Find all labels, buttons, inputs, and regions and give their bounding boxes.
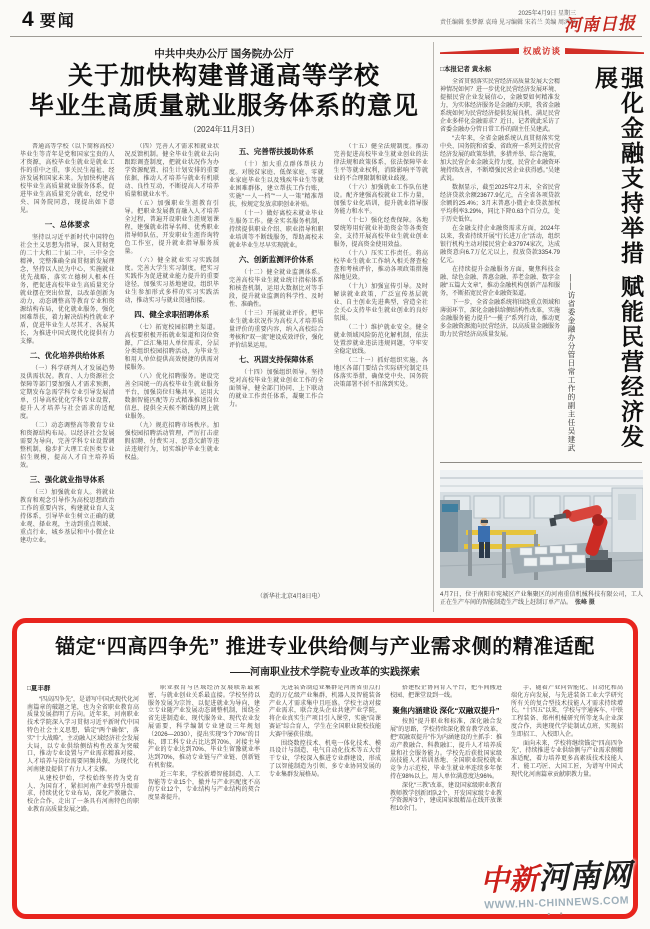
main-article [20, 42, 428, 612]
paragraph: “四高四争先”，是谱写中国式现代化河南篇章的破题之笔，也为全省职业教育高质量发展指明了方向。近年来，河南职业技术学院深入学习贯彻习近平新时代中国特色社会主义思想，锚定“两个确保”，落实“十大战略”，主动融入区域经济社会发展大局，以专业供给侧结构性改革为突破口，推动专业设置与产业需求精准对接、人才培养与岗位需要同频共振，为现代化河南建设提供了有力人才支撑。 [27, 696, 139, 773]
paragraph: （二）动态调整高等教育专业和资源结构布局。以经济社会发展需要为导向，完善学科专业设置调整机制，稳步扩大理工农医类专业招生规模，提高人才自主培养质效。 [20, 423, 115, 469]
paragraph: （四）完善人才需求和就业状况反馈机制。健全毕业生就业去向跟踪调查制度，把就业状况作为办学资源配置、招生计划安排的重要依据，推动人才培养与就业有机联动、良性互动，不断提高人才培养质量和就业水平。 [124, 144, 219, 198]
watermark-brand-red: 中新 [479, 861, 539, 898]
paragraph: 从建校伊始，学校始终坚持为党育人、为国育才，紧扣河南产业转型升级需求，持续优化专业布局，深化产教融合、校企合作，走出了一条具有河南特色的职业教育高质量发展之路。 [27, 775, 139, 813]
feature-column-2 [148, 685, 260, 913]
section-heading: 聚焦内涵建设 深化“双融双提升” [392, 705, 500, 715]
article-title-line2: 毕业生高质量就业服务体系的意见 [28, 92, 419, 120]
section-heading: 三、强化就业指导体系 [29, 475, 105, 484]
paragraph: （二十）维护就业安全。健全就业领域风险防范化解机制，依法处置涉就业违法违规问题，守牢安全稳定底线。 [333, 325, 428, 355]
paragraph: 下一步，全省金融系统将围绕重点领域和薄弱环节，深化金融供给侧结构性改革，实施金融服务能力提升“一揽子”系列行动，推动更多金融资源流向民营经济，以高质量金融服务助力民营经济高质量发展。 [440, 300, 560, 338]
photo-credit: 张峰 摄 [575, 600, 595, 606]
site-watermark [465, 849, 647, 920]
column-divider [433, 42, 434, 612]
paragraph: 搭建校企协同育人平台，把车间搬进校园、把课堂设到一线。 [390, 685, 502, 699]
paragraph: （九）规范招聘市场秩序。加强校园招聘活动管理，严厉打击虚假招聘、付费实习、恶意欠薪等违法违规行为，切实维护毕业生就业权益。 [124, 423, 219, 461]
paragraph: （十九）加强宣传引导。及时解读就业政策，广泛宣传基层就业、自主创业先进典型，营造全社会关心支持毕业生就业创业的良好氛围。 [333, 284, 428, 322]
watermark-brand-black: 河南网 [537, 857, 632, 897]
paragraph: （十一）做好离校未就业毕业生服务工作。健全实名服务机制，持续提供职业介绍、职业指导和职业培训等不断线服务，帮助离校未就业毕业生尽早实现就业。 [229, 211, 324, 249]
paragraph: （六）健全就业实习实践制度。完善大学生实习制度，把实习实践作为促进就业能力提升的重要途径，加强实习基地建设，组织毕业生参加形式多样的实习实践活动，推动实习与就业贯通衔接。 [124, 258, 219, 304]
article-dateline: （2024年11月3日） [188, 125, 260, 134]
photo-caption [440, 591, 643, 607]
section-heading: 一、总体要求 [44, 220, 90, 229]
interview-subtitle-vertical: ——访省委金融办分管日常工作的副主任吴建武 [567, 274, 576, 453]
factory-photo-graphic [440, 470, 643, 588]
paragraph: （十二）健全就业监测体系。完善高校毕业生就业统计指标体系和核查机制，运用大数据比对等手段，提升就业监测的科学性、及时性、准确性。 [229, 270, 324, 308]
paragraph: （十四）加强组织领导。坚持党对高校毕业生就业创业工作的全面领导，健全部门协同、上下联动的就业工作责任体系，凝聚工作合力。 [229, 370, 324, 408]
paragraph: （五）加强职业生涯教育引导。把职业发展教育融入人才培养全过程，普遍开设职业生涯规划课程，建强就业指导名师、优秀职业指导师队伍，开发职业生涯咨询特色工作室，提升就业指导服务质量。 [124, 201, 219, 255]
paragraph: 面向未来，学校将继续锚定“四高四争先”，持续推进专业供给侧与产业需求侧精准适配，着力培养更多高素质技术技能人才、能工巧匠、大国工匠，为谱写中国式现代化河南篇章贡献职教力量。 [511, 740, 623, 778]
article-column-2 [125, 143, 220, 601]
banner-ribbon-right [565, 48, 644, 54]
sidebar-rule [440, 462, 642, 463]
date-line: 2025年4月9日 星期三 [518, 11, 576, 17]
header-meta [440, 10, 576, 28]
paragraph: （十七）强化经费保障。各地要统筹用好就业补助资金等各类资金，支持开展高校毕业生就业创业服务，提高资金使用效益。 [333, 218, 428, 248]
section-heading: 二、优化培养供给体系 [29, 351, 105, 360]
banner-label: 权威访谈 [523, 46, 562, 56]
section-name: 要闻 [39, 13, 76, 30]
paragraph: 普通高等学校（以下简称高校）毕业生等青年是党和国家宝贵的人才资源，高校毕业生就业是就业工作的重中之重，事关民生福祉、经济发展和国家未来。为加快构建高校毕业生高质量就业服务体系，促进毕业生高质量充分就业，经党中央、国务院同意，现提出如下意见。 [20, 144, 115, 214]
byline: □夏丰群 [27, 685, 51, 692]
paragraph: （三）加强就业育人。将就业教育和观念引导作为高校思想政治工作的重要内容，构建就业育人支持体系，引导毕业生树立正确的就业观、择业观，主动到重点领域、重点行业、城乡基层和中小微企业建功立业。 [20, 490, 115, 544]
section-heading: 七、巩固支持保障体系 [238, 355, 314, 364]
article-column-4 [334, 143, 429, 601]
paragraph: 坚持以习近平新时代中国特色社会主义思想为指导，深入贯彻党的二十大和二十届二中、三中全会精神，完整准确全面贯彻新发展理念，坚持以人民为中心，实施就业优先战略，落实立德树人根本任务，把促进高校毕业生高质量充分就业摆在突出位置，以改革创新为动力，动态调整高等教育专业和资源结构布局，优化就业服务，强化困难帮扶，着力解决结构性就业矛盾，促进毕业生人尽其才、各展其长，为推进中国式现代化提供有力支撑。 [20, 235, 115, 345]
paragraph: 手，随着产业向智能化、自动化和高端化方向发展，与先进装备工业大学研究所有关的复合型技术技能人才需求持续增长。“十四五”以来，学校与宇通客车、中铁工程装备、郑州机械研究所等龙头企业深度合作，共建现代学徒制试点班，实现招生即招工、入校即入企。 [511, 685, 623, 738]
feature-subtitle: ——河南职业技术学院专业改革的实践探索 [230, 667, 420, 678]
paragraph: 围绕数控技术、机电一体化技术、模具设计与制造、电气自动化技术等五大骨干专业，学校深入推进专业群建设，形成了以智能制造为引领、多专业协同发展的专业集群发展格局。 [269, 740, 381, 778]
paragraph: “去年来，全省金融系统认真贯彻落实党中央、国务院和省委、省政府一系列支持民营经济发展的政策举措，多措并举、综合施策，加大民营企业金融支持力度，民营企业融资环境持续改善，不断增强民营企业获得感。”吴建武说。 [440, 136, 560, 182]
interview-body [440, 78, 560, 430]
paragraph: 数据显示，截至2025年2月末，全省民营经济贷款余额23677.9亿元，占全省各项贷款余额的25.4%；3月末普惠小微企业贷款加权平均利率3.29%，同比下降0.63个百分点，处于历史低位。 [440, 185, 560, 223]
paragraph: （十）加大重点群体帮扶力度。对脱贫家庭、低保家庭、零就业家庭毕业生以及残疾毕业生等就业困难群体，建立帮扶工作台账，实施“一人一档”“一人一策”精准帮扶，按规定发放求职创业补贴。 [229, 162, 324, 208]
section-heading: 五、完善帮扶援助体系 [238, 147, 314, 156]
watermark-url: WWW.HN-CHINNEWS.COM [484, 894, 630, 912]
paragraph: （八）优化招聘服务。建设完善全国统一的高校毕业生就业服务平台，加强岗位归集共享，运用大数据智能匹配等方式精准推送岗位信息，提供全天候不断线的网上就业服务。 [124, 374, 219, 420]
feature-column-3 [269, 685, 381, 913]
paragraph: 职业教育与区域经济发展联系最紧密、与就业创业关系最直接。学校坚持以服务发展为宗旨、以促进就业为导向，建立专业随产业发展动态调整机制，围绕全省先进制造业、现代服务业、现代农业发展需要，科学编制专业建设三年规划（2026—2030），提出实现“3个70%”的目标，即工科专业占比达到70%、对接主导产业的专业达到70%、毕业生留豫就业率达到70%，推动专业链与产业链、创新链有机衔接。 [148, 685, 260, 769]
caption-text: 4月7日，位于南阳市宛城区产业集聚区的河南重信机械科技有限公司，工人正在生产车间的智能制造生产线上赶制订单产品。 [440, 592, 643, 606]
paragraph: 深化“三教”改革，建设国家级职业教育教师教学创新团队2个，开发国家级专业教学资源库3个，建成国家级精品在线开放课程10余门。 [390, 782, 502, 813]
banner-ribbon-left [440, 48, 519, 54]
paragraph: （七）拓宽校园招聘主渠道。高校要积极开拓就业渠道和岗位资源，广泛汇集用人单位需求，分层分类组织校园招聘活动，为毕业生和用人单位提供高效便捷的供需对接服务。 [124, 325, 219, 371]
paragraph: 在持续提升金融服务方面，聚焦科技金融、绿色金融、普惠金融、养老金融、数字金融“五篇大文章”，推动金融机构创新产品和服务，不断拓宽民营企业融资渠道。 [440, 267, 560, 297]
interview-section [440, 42, 644, 612]
section-heading: 六、创新监测评价体系 [238, 255, 314, 264]
page-number: 4 [22, 8, 34, 31]
paragraph: 近三年来，学校新增智能制造、人工智能等专业15个，撤并与产业匹配度不高的专业12个，专业结构与产业结构的契合度显著提升。 [148, 771, 260, 802]
interview-byline: □本报记者 黄永标 [440, 66, 492, 73]
interview-headline-vertical: 强化金融支持举措 赋能民营经济发展 [592, 66, 644, 450]
paragraph: （十五）健全法规制度。推动完善促进高校毕业生就业创业的法律法规和政策体系，依法保障毕业生平等就业权利，消除影响平等就业的不合理限制和就业歧视。 [333, 144, 428, 182]
paragraph: （一）科学研判人才发展趋势及供需状况。教育、人力资源社会保障等部门要加强人才需求预测，定期发布急需学科专业引导发展清单，引导高校优化学科专业设置，提升人才培养与社会需求的适配度。 [20, 366, 115, 420]
article-column-1 [20, 143, 115, 601]
masthead-logo: 河南日报 [563, 13, 637, 37]
paragraph: （十六）加强就业工作队伍建设。配齐建强高校就业工作力量，加强专业化培训，提升就业指导服务能力和水平。 [333, 185, 428, 215]
article-title-line1: 关于加快构建普通高等学校 [67, 62, 380, 90]
paragraph: （二十一）抓好组织实施。各地区各部门要结合实际研究制定具体落实举措，确保党中央、国务院决策部署不折不扣落到实处。 [333, 358, 428, 388]
interview-banner [440, 46, 644, 56]
article-column-3 [229, 143, 324, 601]
feature-column-1 [27, 685, 139, 913]
article-kicker: 中共中央办公厅 国务院办公厅 [154, 48, 294, 60]
paragraph: 全省贯彻落实民营经济高质量发展大会精神情况如何？进一步优化民营经济发展环境、提振民营企业发展信心，金融要如何精准发力，为实体经济服务是金融的天职，我省金融系统如何为民营经济提供发展良机、满足民营企业多样化金融需求？近日，记者就此采访了省委金融办分管日常工作的副主任吴建武。 [440, 79, 560, 133]
paragraph: （十八）压实工作责任。将高校毕业生就业工作纳入相关督查检查和考核评价，推动各项政策措施落地见效。 [333, 251, 428, 281]
staff-line: 责任编辑 张梦源 袁琦 见习编辑 宋若兰 美编 周鸿斌 [439, 20, 576, 26]
paragraph: 按照“提升职业和标准，深化融合发展”的思路，学校持续深化教育教学改革，把“双融双提升”作为内涵建设的主抓手：推动产教融合、科教融汇，提升人才培养质量和社会服务能力。学校先后获批国家级高技能人才培训基地、全国职业院校就业竞争力示范校，毕业生就业率连续多年保持在98%以上，用人单位满意度达96%。 [390, 719, 502, 780]
feature-title: 锚定“四高四争先” 推进专业供给侧与产业需求侧的精准适配 [55, 636, 595, 658]
article-columns [20, 143, 428, 601]
watermark-dots: ● ● [547, 910, 567, 918]
page-header [22, 8, 640, 37]
paragraph: 先进装备制造业集群是河南省重点打造的万亿级产业集群，机器人及智能装备产业人才需求集中且旺盛。学校主动对接产业需求，联合龙头企业共建产业学院，将企业真实生产项目引入课堂，实施“岗课赛证”综合育人，学生在全国职业院校技能大赛中屡获佳绩。 [269, 685, 381, 738]
factory-photo [440, 470, 643, 588]
paragraph: 在金融支持企业融资需求方面，2024年以来，我省持续开展“行长进万企”活动，组织银行机构主动对接民营企业37974家次，达成融资意向6.7万亿元以上，投放贷款3354.79亿元。 [440, 226, 560, 264]
watermark-logo [465, 849, 646, 900]
header-rule [10, 36, 642, 37]
section-heading: 四、健全求职招聘体系 [134, 310, 210, 319]
paragraph: （十三）开展就业评价。把毕业生就业状况作为高校人才培养质量评价的重要内容，纳入高校综合考核和“双一流”建设成效评价，强化评价结果运用。 [229, 311, 324, 349]
article-ending: （新华社北京4月8日电） [256, 594, 324, 600]
